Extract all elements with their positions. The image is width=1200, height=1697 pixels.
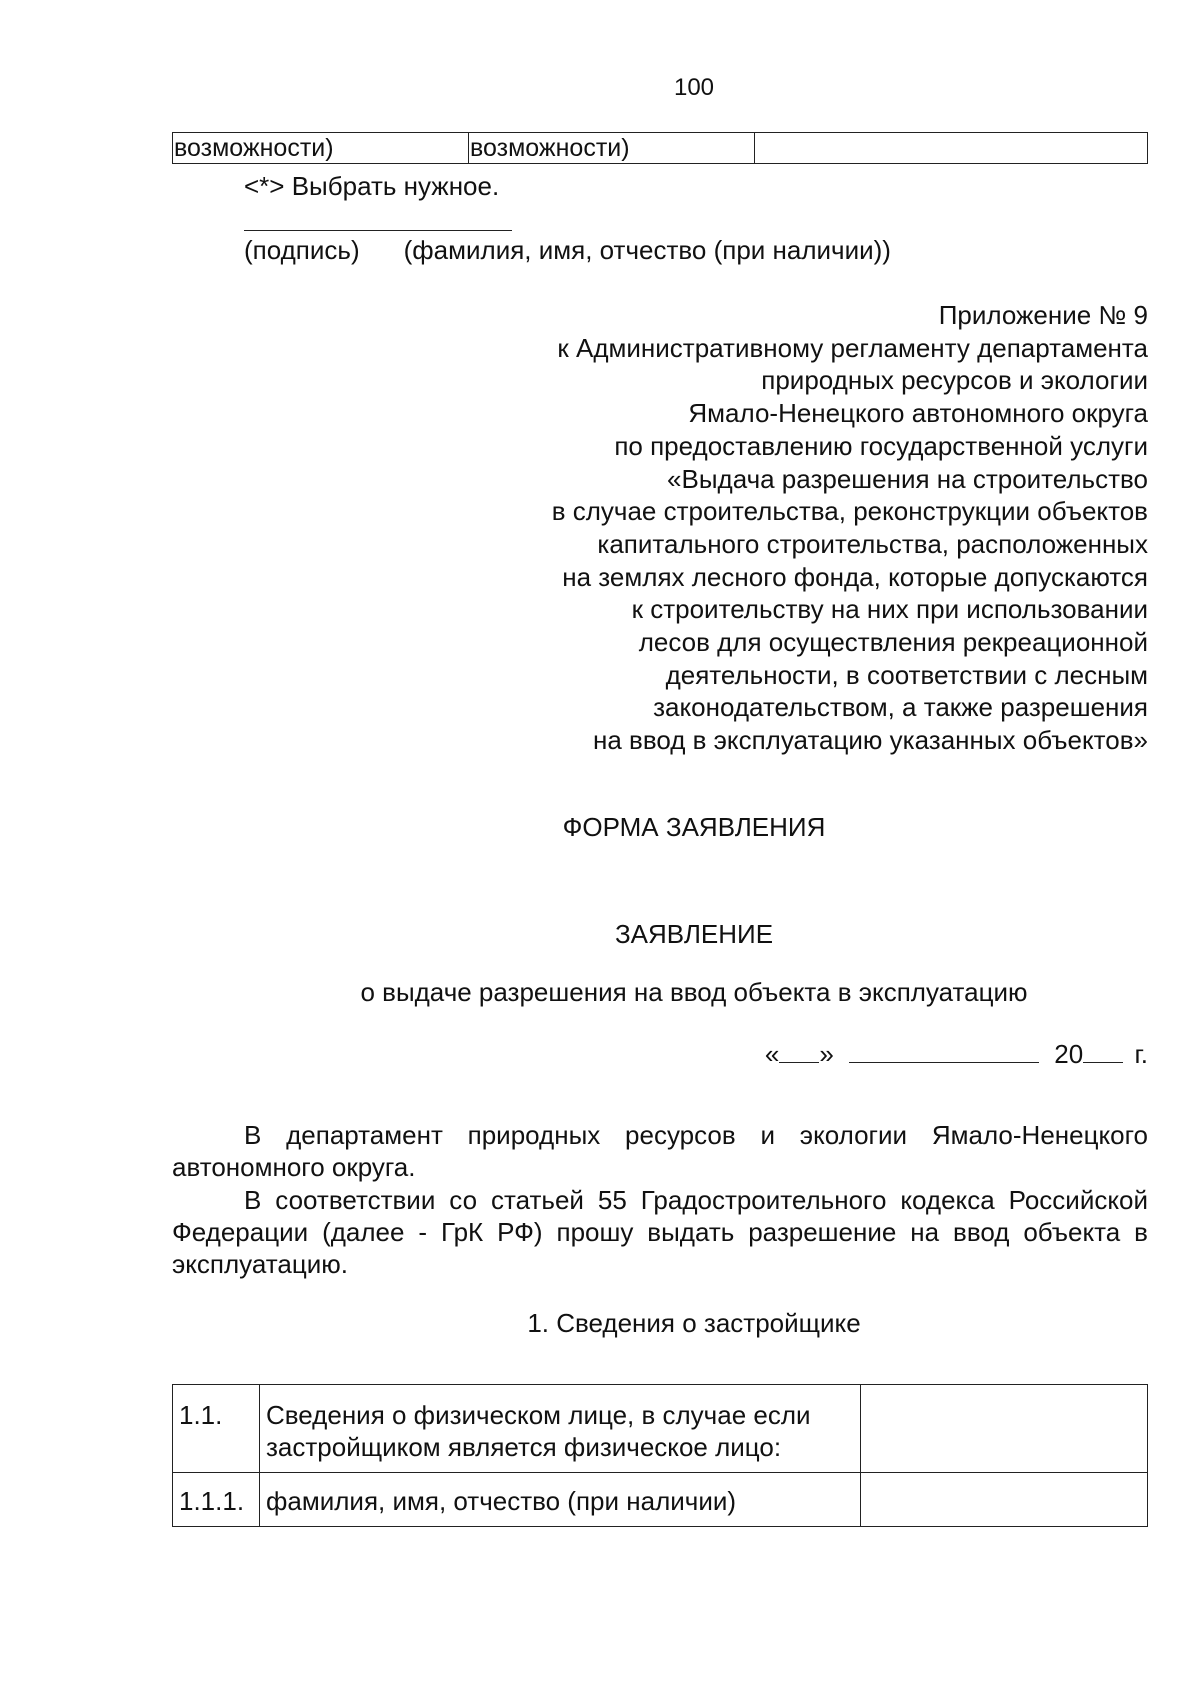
appendix-line: на ввод в эксплуатацию указанных объектов» — [592, 725, 1148, 756]
developer-info-table — [172, 1384, 1148, 1527]
year-blank — [1083, 1036, 1123, 1063]
date-open-quote: « — [764, 1039, 780, 1069]
continued-table — [172, 132, 1148, 164]
signature-label: (подпись) — [244, 235, 360, 265]
table-cell: возможности) — [173, 133, 469, 164]
appendix-line: лесов для осуществления рекреационной — [638, 627, 1148, 658]
table-row — [173, 1473, 1148, 1527]
row-value-field[interactable] — [861, 1385, 1148, 1473]
appendix-line: деятельности, в соответствии с лесным — [665, 659, 1148, 690]
appendix-header — [388, 299, 1148, 757]
appendix-line: «Выдача разрешения на строительство — [667, 463, 1148, 494]
signature-line — [244, 230, 512, 231]
appendix-line: Приложение № 9 — [938, 300, 1148, 330]
table-cell: возможности) — [469, 133, 755, 164]
row-description: фамилия, имя, отчество (при наличии) — [260, 1473, 861, 1527]
appendix-line: капитального строительства, расположенных — [597, 528, 1148, 559]
row-value-field[interactable] — [861, 1473, 1148, 1527]
signature-labels — [244, 234, 891, 266]
appendix-line: к Административному регламенту департамента — [557, 332, 1148, 363]
appendix-line: Ямало-Ненецкого автономного округа — [688, 398, 1148, 429]
row-number: 1.1.1. — [173, 1473, 260, 1527]
form-title: ФОРМА ЗАЯВЛЕНИЯ — [562, 812, 826, 842]
month-blank — [849, 1036, 1039, 1063]
year-suffix: г. — [1134, 1039, 1148, 1069]
appendix-line: в случае строительства, реконструкции объектов — [551, 496, 1148, 527]
table-row — [173, 133, 1148, 164]
date-close-quote: » — [819, 1039, 834, 1069]
appendix-line: законодательством, а также разрешения — [653, 692, 1148, 723]
section-title: 1. Сведения о застройщике — [527, 1308, 861, 1338]
page-number: 100 — [673, 74, 715, 101]
appendix-line: по предоставлению государственной услуги — [614, 430, 1148, 461]
document-title: ЗАЯВЛЕНИЕ — [614, 919, 774, 949]
document-subtitle: о выдаче разрешения на ввод объекта в эксплуатацию — [360, 977, 1028, 1007]
day-blank — [779, 1036, 819, 1063]
row-description: Сведения о физическом лице, в случае если застройщиком является физическое лицо: — [260, 1385, 861, 1473]
appendix-line: на землях лесного фонда, которые допускаются — [562, 561, 1148, 592]
appendix-line: к строительству на них при использовании — [631, 594, 1148, 625]
full-name-label: (фамилия, имя, отчество (при наличии)) — [403, 235, 891, 265]
year-prefix: 20 — [1054, 1039, 1084, 1069]
table-cell — [755, 133, 1148, 164]
table-row — [173, 1385, 1148, 1473]
footnote: <*> Выбрать нужное. — [244, 171, 500, 201]
appendix-line: природных ресурсов и экологии — [761, 365, 1148, 396]
row-number: 1.1. — [173, 1385, 260, 1473]
date-line — [765, 1036, 1148, 1070]
addressee-paragraph: В департамент природных ресурсов и экологии Ямало-Ненецкого автономного округа. — [172, 1120, 1148, 1182]
request-paragraph: В соответствии со статьей 55 Градостроительного кодекса Российской Федерации (далее - ГрК РФ) прошу выдать разрешение на ввод объекта в эксплуатацию. — [172, 1185, 1148, 1279]
